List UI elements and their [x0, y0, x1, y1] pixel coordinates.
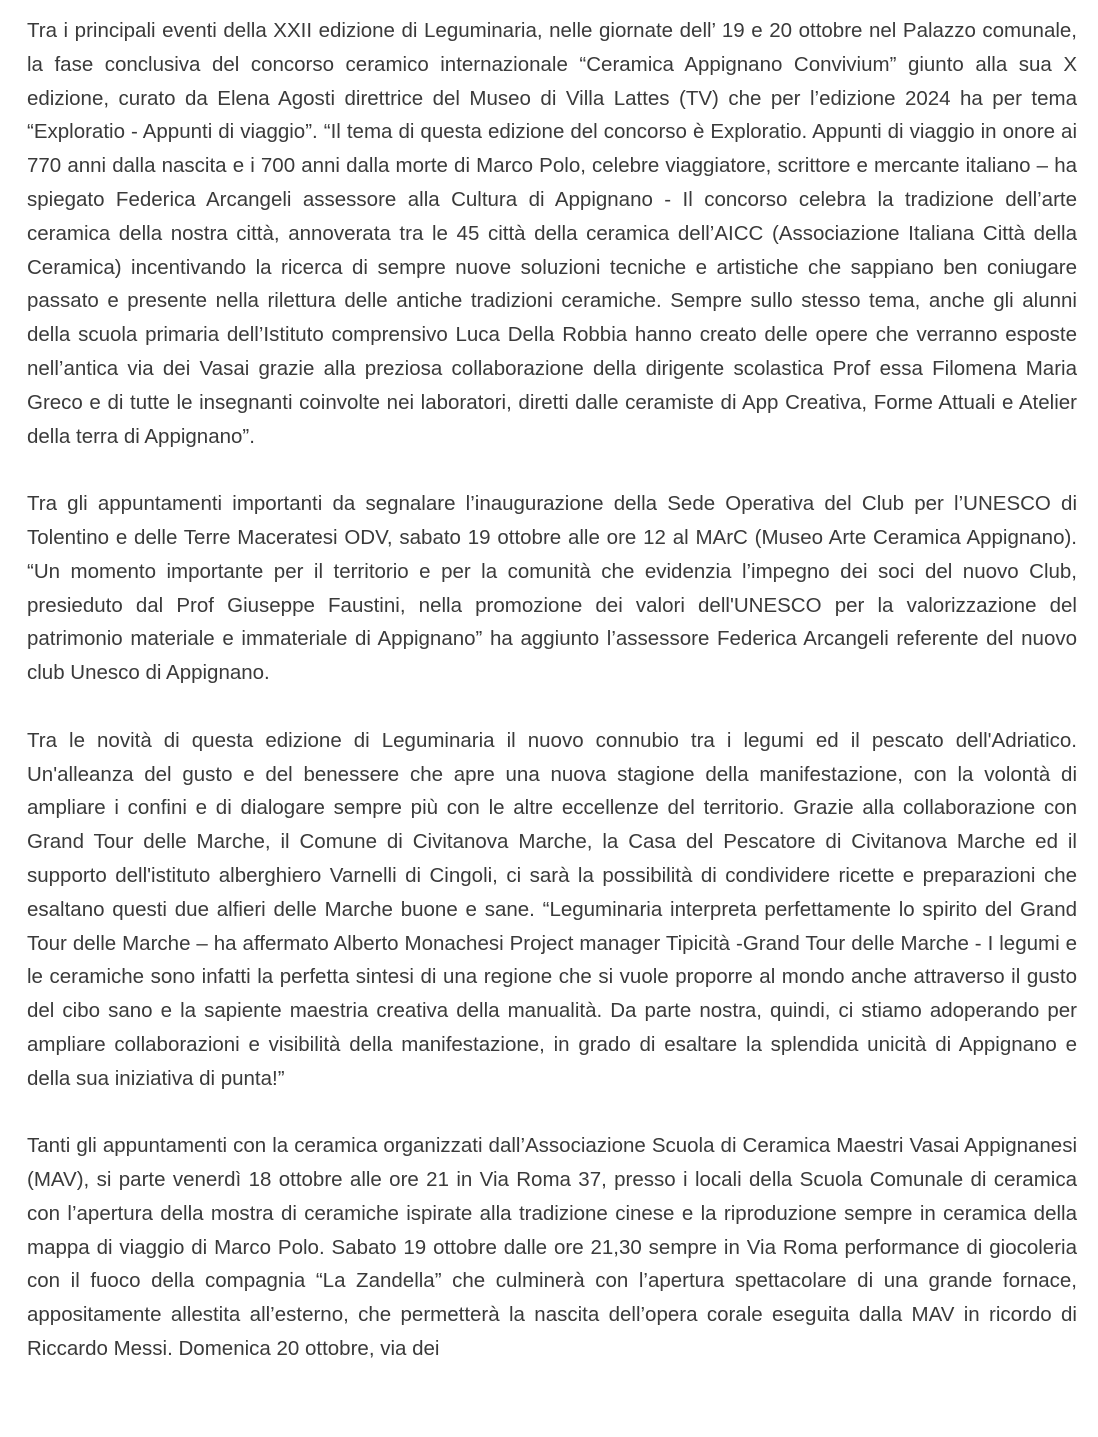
paragraph-legumi-pescato: Tra le novità di questa edizione di Leguminaria il nuovo connubio tra i legumi ed il pescato dell'Adriatico. Un'alleanza del gusto e del benessere che apre una nuova stagione della manifestazione, con la volontà di ampliare i confini e di dialogare sempre più con le altre eccellenze del territorio. Grazie alla collaborazione con Grand Tour delle Marche, il Comune di Civitanova Marche, la Casa del Pescatore di Civitanova Marche ed il supporto dell'istituto alberghiero Varnelli di Cingoli, ci sarà la possibilità di condividere ricette e preparazioni che esaltano questi due alfieri delle Marche buone e sane. “Leguminaria interpreta perfettamente lo spirito del Grand Tour delle Marche – ha affermato Alberto Monachesi Project manager Tipicità -Grand Tour delle Marche - I legumi e le ceramiche sono infatti la perfetta sintesi di una regione che si vuole proporre al mondo anche attraverso il gusto del cibo sano e la sapiente maestria creativa della manualità. Da parte nostra, quindi, ci stiamo adoperando per ampliare collaborazioni e visibilità della manifestazione, in grado di esaltare la splendida unicità di Appignano e della sua iniziativa di punta!”	[27, 728, 1077, 1090]
article-body	[27, 14, 1077, 1400]
paragraph-concorso-ceramico: Tra i principali eventi della XXII edizione di Leguminaria, nelle giornate dell’ 19 e 20 ottobre nel Palazzo comunale, la fase conclusiva del concorso ceramico internazionale “Ceramica Appignano Convivium” giunto alla sua X edizione, curato da Elena Agosti direttrice del Museo di Villa Lattes (TV) che per l’edizione 2024 ha per tema “Exploratio - Appunti di viaggio”. “Il tema di questa edizione del concorso è Exploratio. Appunti di viaggio in onore ai 770 anni dalla nascita e i 700 anni dalla morte di Marco Polo, celebre viaggiatore, scrittore e mercante italiano – ha spiegato Federica Arcangeli assessore alla Cultura di Appignano - Il concorso celebra la tradizione dell’arte ceramica della nostra città, annoverata tra le 45 città della ceramica dell’AICC (Associazione Italiana Città della Ceramica) incentivando la ricerca di sempre nuove soluzioni tecniche e artistiche che sappiano ben coniugare passato e presente nella rilettura delle antiche tradizioni ceramiche. Sempre sullo stesso tema, anche gli alunni della scuola primaria dell’Istituto comprensivo Luca Della Robbia hanno creato delle opere che verranno esposte nell’antica via dei Vasai grazie alla preziosa collaborazione della dirigente scolastica Prof essa Filomena Maria Greco e di tutte le insegnanti coinvolte nei laboratori, diretti dalle ceramiste di App Creativa, Forme Attuali e Atelier della terra di Appignano”.	[27, 19, 1077, 448]
paragraph-club-unesco: Tra gli appuntamenti importanti da segnalare l’inaugurazione della Sede Operativa del Club per l’UNESCO di Tolentino e delle Terre Maceratesi ODV, sabato 19 ottobre alle ore 12 al MArC (Museo Arte Ceramica Appignano). “Un momento importante per il territorio e per la comunità che evidenzia l’impegno dei soci del nuovo Club, presieduto dal Prof Giuseppe Faustini, nella promozione dei valori dell'UNESCO per la valorizzazione del patrimonio materiale e immateriale di Appignano” ha aggiunto l’assessore Federica Arcangeli referente del nuovo club Unesco di Appignano.	[27, 492, 1077, 685]
paragraph-appuntamenti-ceramica: Tanti gli appuntamenti con la ceramica organizzati dall’Associazione Scuola di Ceramica Maestri Vasai Appignanesi (MAV), si parte venerdì 18 ottobre alle ore 21 in Via Roma 37, presso i locali della Scuola Comunale di ceramica con l’apertura della mostra di ceramiche ispirate alla tradizione cinese e la riproduzione sempre in ceramica della mappa di viaggio di Marco Polo. Sabato 19 ottobre dalle ore 21,30 sempre in Via Roma performance di giocoleria con il fuoco della compagnia “La Zandella” che culminerà con l’apertura spettacolare di una grande fornace, appositamente allestita all’esterno, che permetterà la nascita dell’opera corale eseguita dalla MAV in ricordo di Riccardo Messi. Domenica 20 ottobre, via dei	[27, 1134, 1077, 1361]
